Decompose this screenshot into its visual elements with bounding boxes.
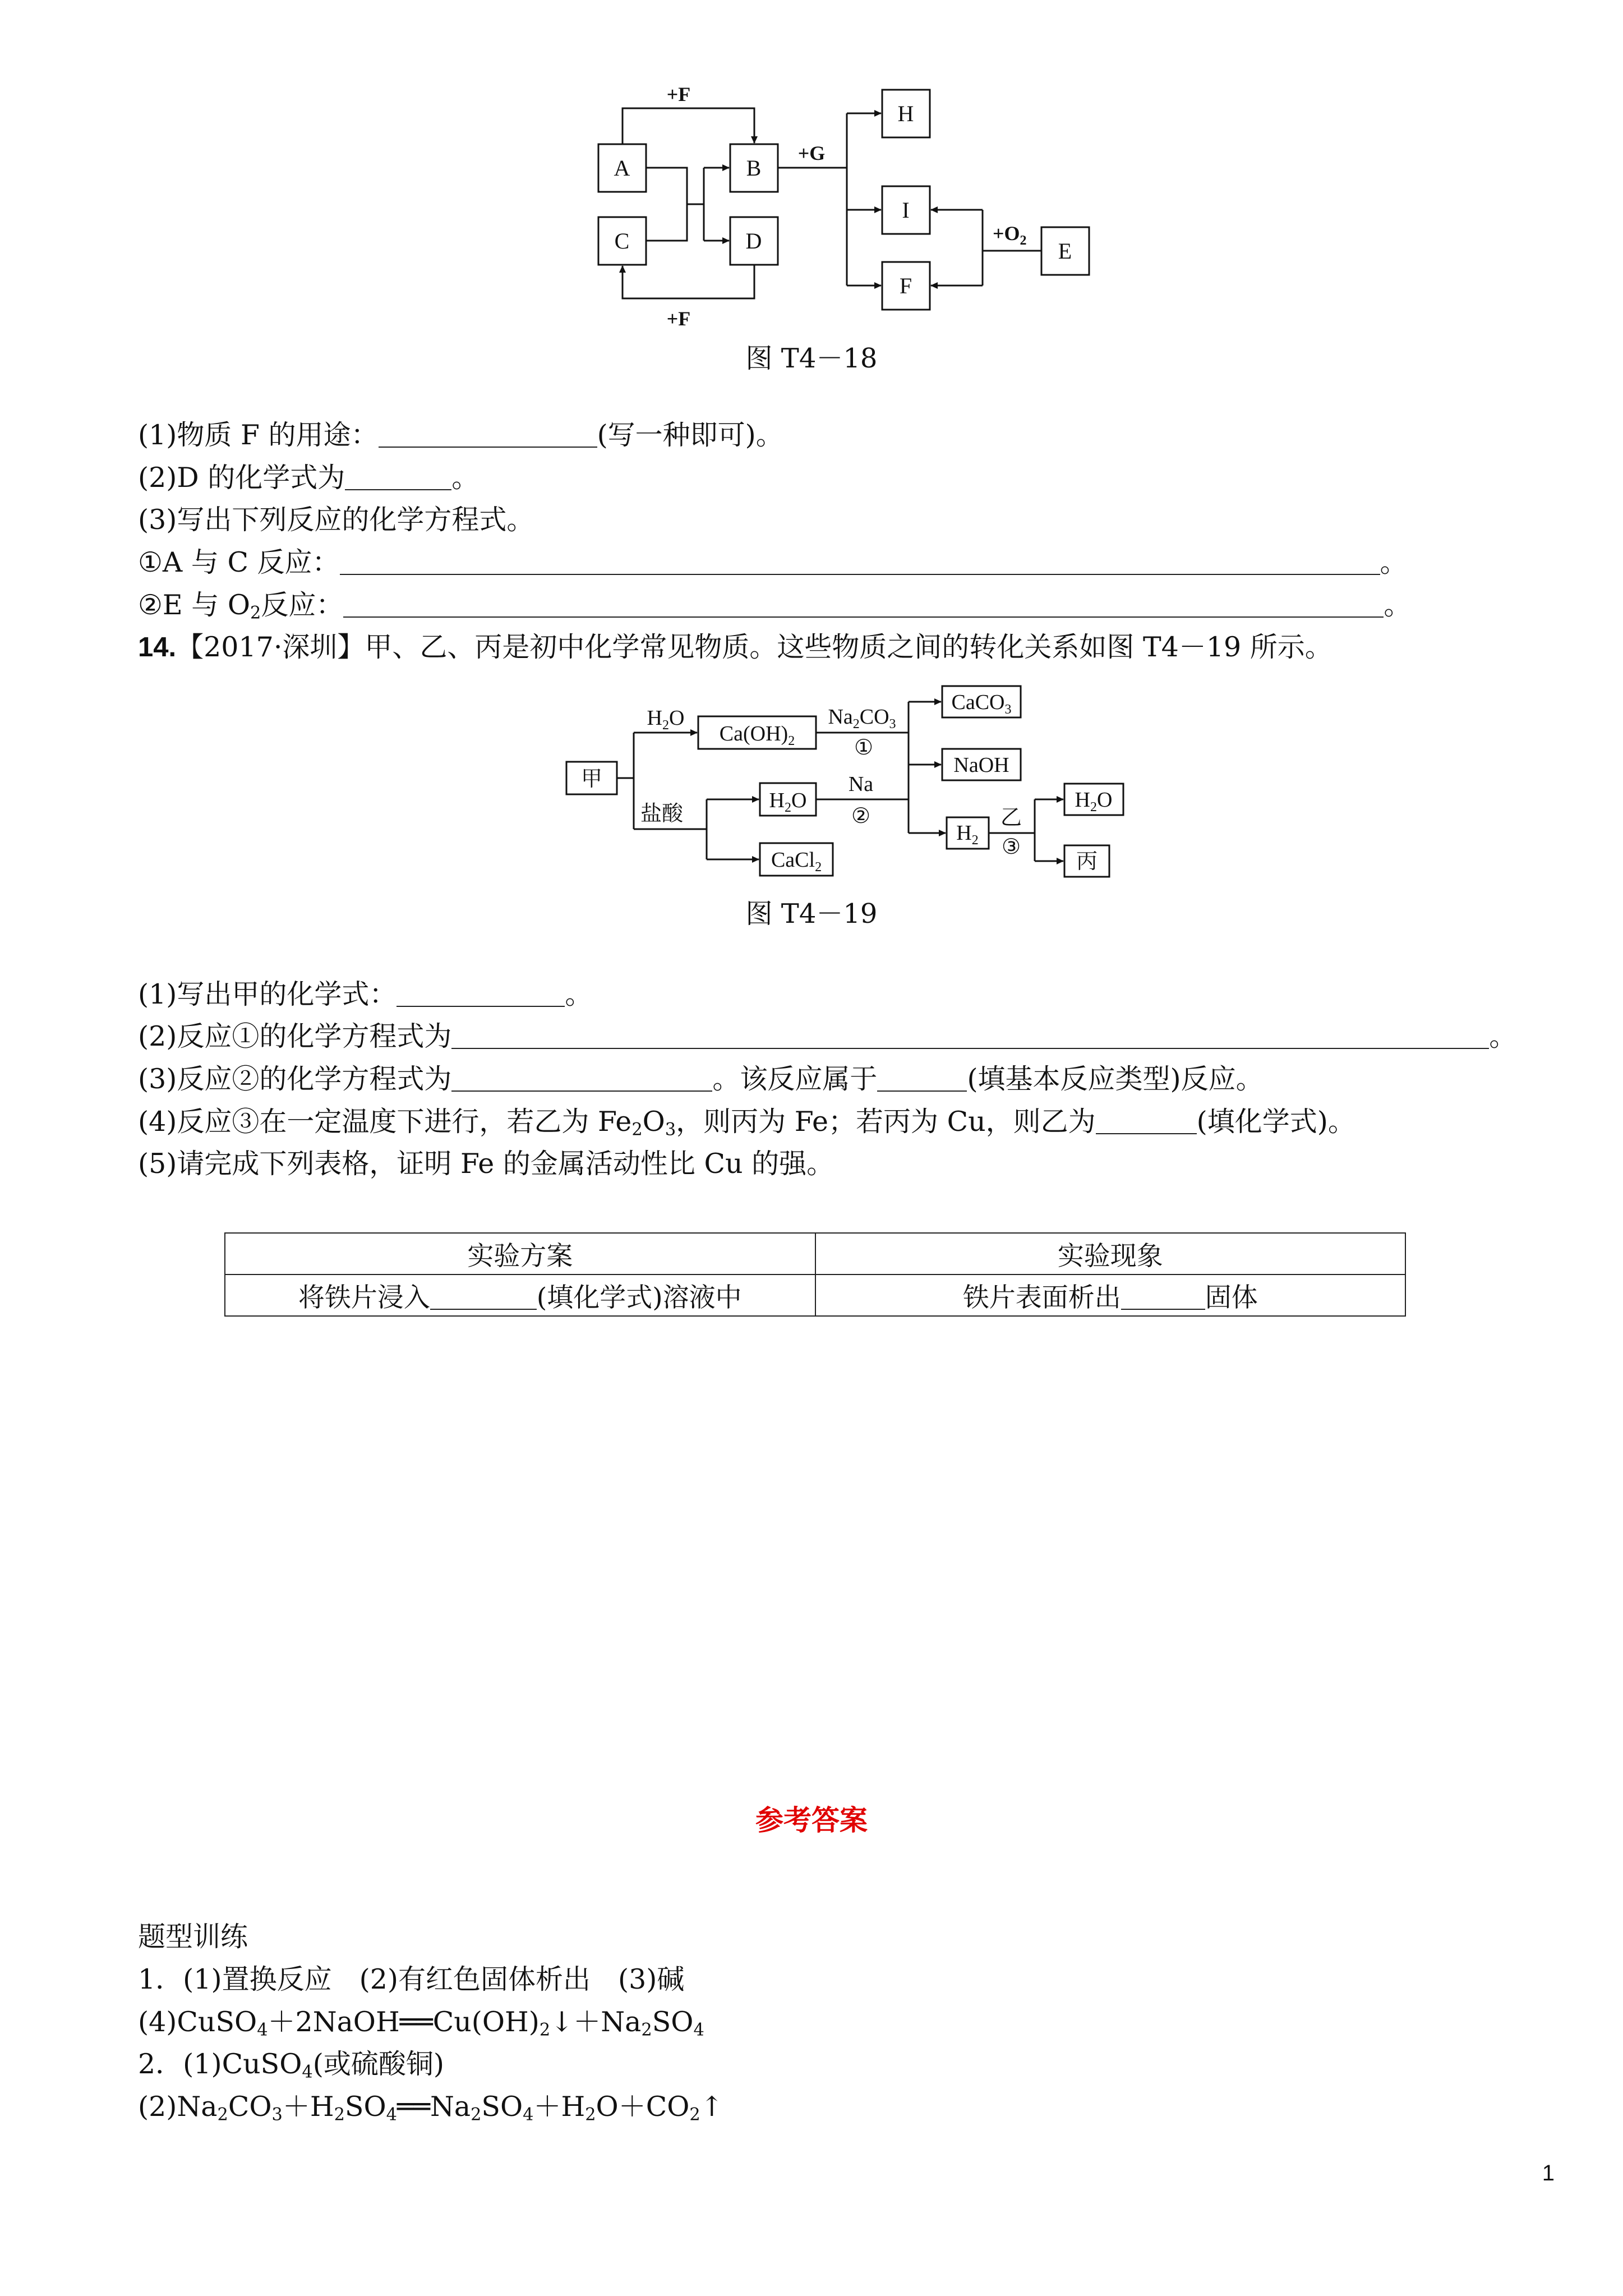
box-e-label: E	[1058, 238, 1072, 264]
answer-blank[interactable]	[1096, 1108, 1197, 1134]
q14-part-2: (2)反应①的化学方程式为 。	[138, 1020, 1517, 1052]
table-header-cell: 实验方案	[225, 1233, 815, 1274]
answer-1-line-1: 1．(1)置换反应 (2)有红色固体析出 (3)碱	[138, 1963, 685, 1995]
answer-1-line-2: $(4)CuSO_4+2NaOH══Cu(OH)_2↓+Na_2SO_4$	[138, 2006, 704, 2040]
arrow-label-o2: $+O_2$	[993, 222, 1027, 248]
arrow-label-bottom-f: +F	[666, 307, 691, 330]
q14-stem: 14.【2017·深圳】甲、乙、丙是初中化学常见物质。这些物质之间的转化关系如图 T4－19 所示。	[138, 631, 1332, 663]
q14-part-5: (5)请完成下列表格，证明 Fe 的金属活动性比 Cu 的强。	[138, 1148, 834, 1180]
arrow-label-top-f: +F	[666, 83, 691, 105]
q14-part-4: (4)反应③在一定温度下进行，若乙为 $Fe_2O_3$，则丙为 Fe；若丙为 Cu，则乙为 (填化学式)。	[138, 1106, 1355, 1140]
answer-blank[interactable]	[451, 1066, 712, 1092]
box-h2-label: $H_2$	[956, 821, 979, 848]
figure-t4-18-caption: 图 T4－18	[745, 343, 878, 374]
answer-2-line-2: $(2)Na_2CO_3+H_2SO_4══Na_2SO_4+H_2O+CO_2↑$	[138, 2091, 723, 2125]
table-cell-scheme: 将铁片浸入 (填化学式)溶液中	[225, 1274, 815, 1316]
box-h-label: H	[897, 101, 914, 126]
circle-1: ①	[854, 736, 874, 760]
box-caco3-label: CaCO$_3$	[951, 691, 1012, 717]
table-cell-phenomenon: 铁片表面析出 固体	[815, 1274, 1406, 1316]
answer-2-line-1: 2．(1)CuSO$_4$(或硫酸铜)	[138, 2048, 444, 2082]
answer-blank[interactable]	[1121, 1284, 1205, 1310]
box-h2o-mid-label: $H_2O$	[769, 789, 807, 815]
answer-blank[interactable]	[396, 981, 565, 1007]
answer-blank[interactable]	[345, 464, 451, 490]
answer-blank[interactable]	[430, 1284, 537, 1310]
box-c-label: C	[614, 228, 630, 254]
circle-2: ②	[851, 804, 871, 828]
answer-blank[interactable]	[343, 592, 1384, 618]
box-h2o-right-label: $H_2O$	[1075, 788, 1113, 815]
figure-t4-19	[0, 673, 1623, 898]
page-number: 1	[1542, 2161, 1555, 2185]
answer-blank[interactable]	[379, 422, 597, 448]
arrow-label-h2o-top: $H_2O$	[647, 706, 685, 733]
q14-part-3: (3)反应②的化学方程式为 。该反应属于 (填基本反应类型)反应。	[138, 1063, 1264, 1095]
answers-section-title: 题型训练	[138, 1921, 248, 1953]
arrow-label-yi: 乙	[1000, 806, 1022, 830]
box-caoh2-label: $Ca(OH)_2$	[719, 722, 795, 748]
box-cacl2-label: CaCl$_2$	[771, 848, 822, 875]
circle-3: ③	[1001, 835, 1021, 859]
arrow-label-g: +G	[797, 142, 826, 164]
q13-line-5: ②E 与 $O_2$反应： 。	[138, 589, 1412, 623]
box-f-label: F	[899, 273, 912, 298]
figure-t4-19-caption: 图 T4－19	[745, 898, 878, 930]
q14-part-1: (1)写出甲的化学式： 。	[138, 978, 593, 1010]
table-header-cell: 实验现象	[815, 1233, 1406, 1274]
answer-blank[interactable]	[877, 1066, 967, 1092]
q13-line-2: (2)D 的化学式为 。	[138, 462, 479, 494]
box-i-label: I	[902, 197, 910, 223]
q13-line-3: (3)写出下列反应的化学方程式。	[138, 504, 534, 536]
arrow-label-hcl: 盐酸	[640, 802, 684, 826]
box-a-label: A	[614, 155, 630, 181]
answer-blank[interactable]	[340, 549, 1380, 575]
box-bing-label: 丙	[1076, 850, 1098, 873]
q13-line-1: (1)物质 F 的用途： (写一种即可)。	[138, 419, 783, 451]
arrow-label-na2co3: $Na_2CO_3$	[828, 705, 896, 731]
box-naoh-label: NaOH	[953, 753, 1009, 777]
q13-line-4: ①A 与 C 反应： 。	[138, 546, 1408, 578]
table-row	[225, 1274, 1405, 1316]
table-header-row	[225, 1233, 1405, 1274]
answers-title: 参考答案	[755, 1803, 868, 1837]
box-d-label: D	[745, 228, 762, 254]
box-jia-label: 甲	[580, 767, 603, 791]
box-b-label: B	[746, 155, 762, 181]
figure-t4-18	[0, 0, 1623, 348]
experiment-table	[224, 1232, 1406, 1317]
arrow-label-na: Na	[848, 772, 874, 796]
answer-blank[interactable]	[451, 1023, 1489, 1049]
